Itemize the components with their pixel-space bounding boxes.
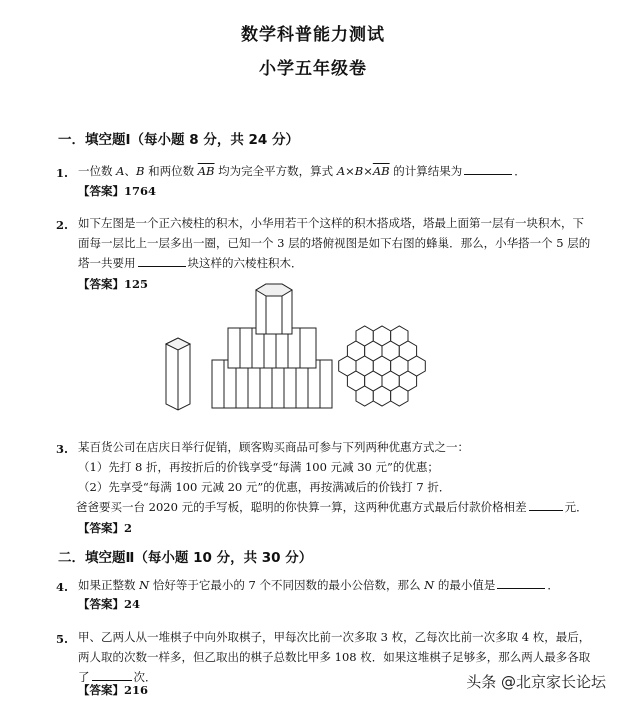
answer-1: 【答案】1764	[78, 184, 157, 198]
honeycomb-top-view-icon	[339, 326, 426, 406]
answer-5: 【答案】216	[78, 683, 149, 697]
answer-4: 【答案】24	[78, 597, 141, 611]
answer-blank	[138, 254, 186, 267]
answer-2: 【答案】125	[78, 277, 149, 291]
single-prism-icon	[166, 338, 190, 410]
question-3-line-4: 爸爸要买一台 2020 元的手写板，聪明的你快算一算，这两种优惠方式最后付款价格相差 元．	[76, 500, 588, 514]
answer-blank	[497, 576, 545, 589]
honeycomb-cell	[408, 356, 425, 376]
question-5-line-2: 两人取的次数一样多，但乙取出的棋子总数比甲多 108 枚．如果这堆棋子足够多，那么两人最多各取	[78, 650, 591, 664]
prism-tower-figure	[150, 278, 450, 418]
question-4-text: 如果正整数 N 恰好等于它最小的 7 个不同因数的最小公倍数，那么 N 的最小值是 ．	[78, 578, 559, 592]
exam-title: 数学科普能力测试	[241, 25, 385, 45]
question-number: 1.	[56, 166, 69, 180]
question-2-line-3: 塔一共要用 块这样的六棱柱积木．	[78, 256, 303, 270]
prism-tower-icon	[212, 284, 332, 408]
question-2-line-1: 如下左图是一个正六棱柱的积木，小华用若干个这样的积木搭成塔，塔最上面第一层有一块积木，下	[78, 216, 584, 230]
section-heading-2: 二．填空题Ⅱ（每小题 10 分，共 30 分）	[58, 550, 313, 566]
exam-subtitle: 小学五年级卷	[259, 59, 367, 79]
source-watermark: 头条 @北京家长论坛	[460, 669, 612, 694]
question-3-line-3: （2）先享受“每满 100 元减 20 元”的优惠，再按满减后的价钱打 7 折．	[78, 480, 451, 494]
question-3-line-1: 某百货公司在店庆日举行促销，顾客购买商品可参与下列两种优惠方式之一：	[78, 440, 469, 454]
section-heading-1: 一．填空题Ⅰ（每小题 8 分，共 24 分）	[58, 132, 300, 148]
question-2-line-2: 面每一层比上一层多出一圈，已知一个 3 层的塔俯视图是如下右图的蜂巢．那么，小华搭一个 5 层的	[78, 236, 591, 250]
answer-blank	[529, 498, 563, 511]
answer-3: 【答案】2	[78, 521, 133, 535]
question-5-line-3: 了 次．	[78, 670, 157, 684]
question-number: 4.	[56, 580, 69, 594]
answer-blank	[92, 668, 132, 681]
question-number: 2.	[56, 218, 69, 232]
question-5-line-1: 甲、乙两人从一堆棋子中向外取棋子，甲每次比前一次多取 3 枚，乙每次比前一次多取 4 枚，最后，	[78, 630, 591, 644]
question-3-line-2: （1）先打 8 折，再按折后的价钱享受“每满 100 元减 30 元”的优惠；	[78, 460, 439, 474]
question-1-text: 一位数 A、B 和两位数 $\overline{AB}$ 均为完全平方数，算式 $A\times B\times\overline{AB}$ 的计算结果为 ．	[78, 164, 526, 178]
question-number: 5.	[56, 632, 69, 646]
answer-blank	[464, 162, 512, 175]
question-number: 3.	[56, 442, 69, 456]
